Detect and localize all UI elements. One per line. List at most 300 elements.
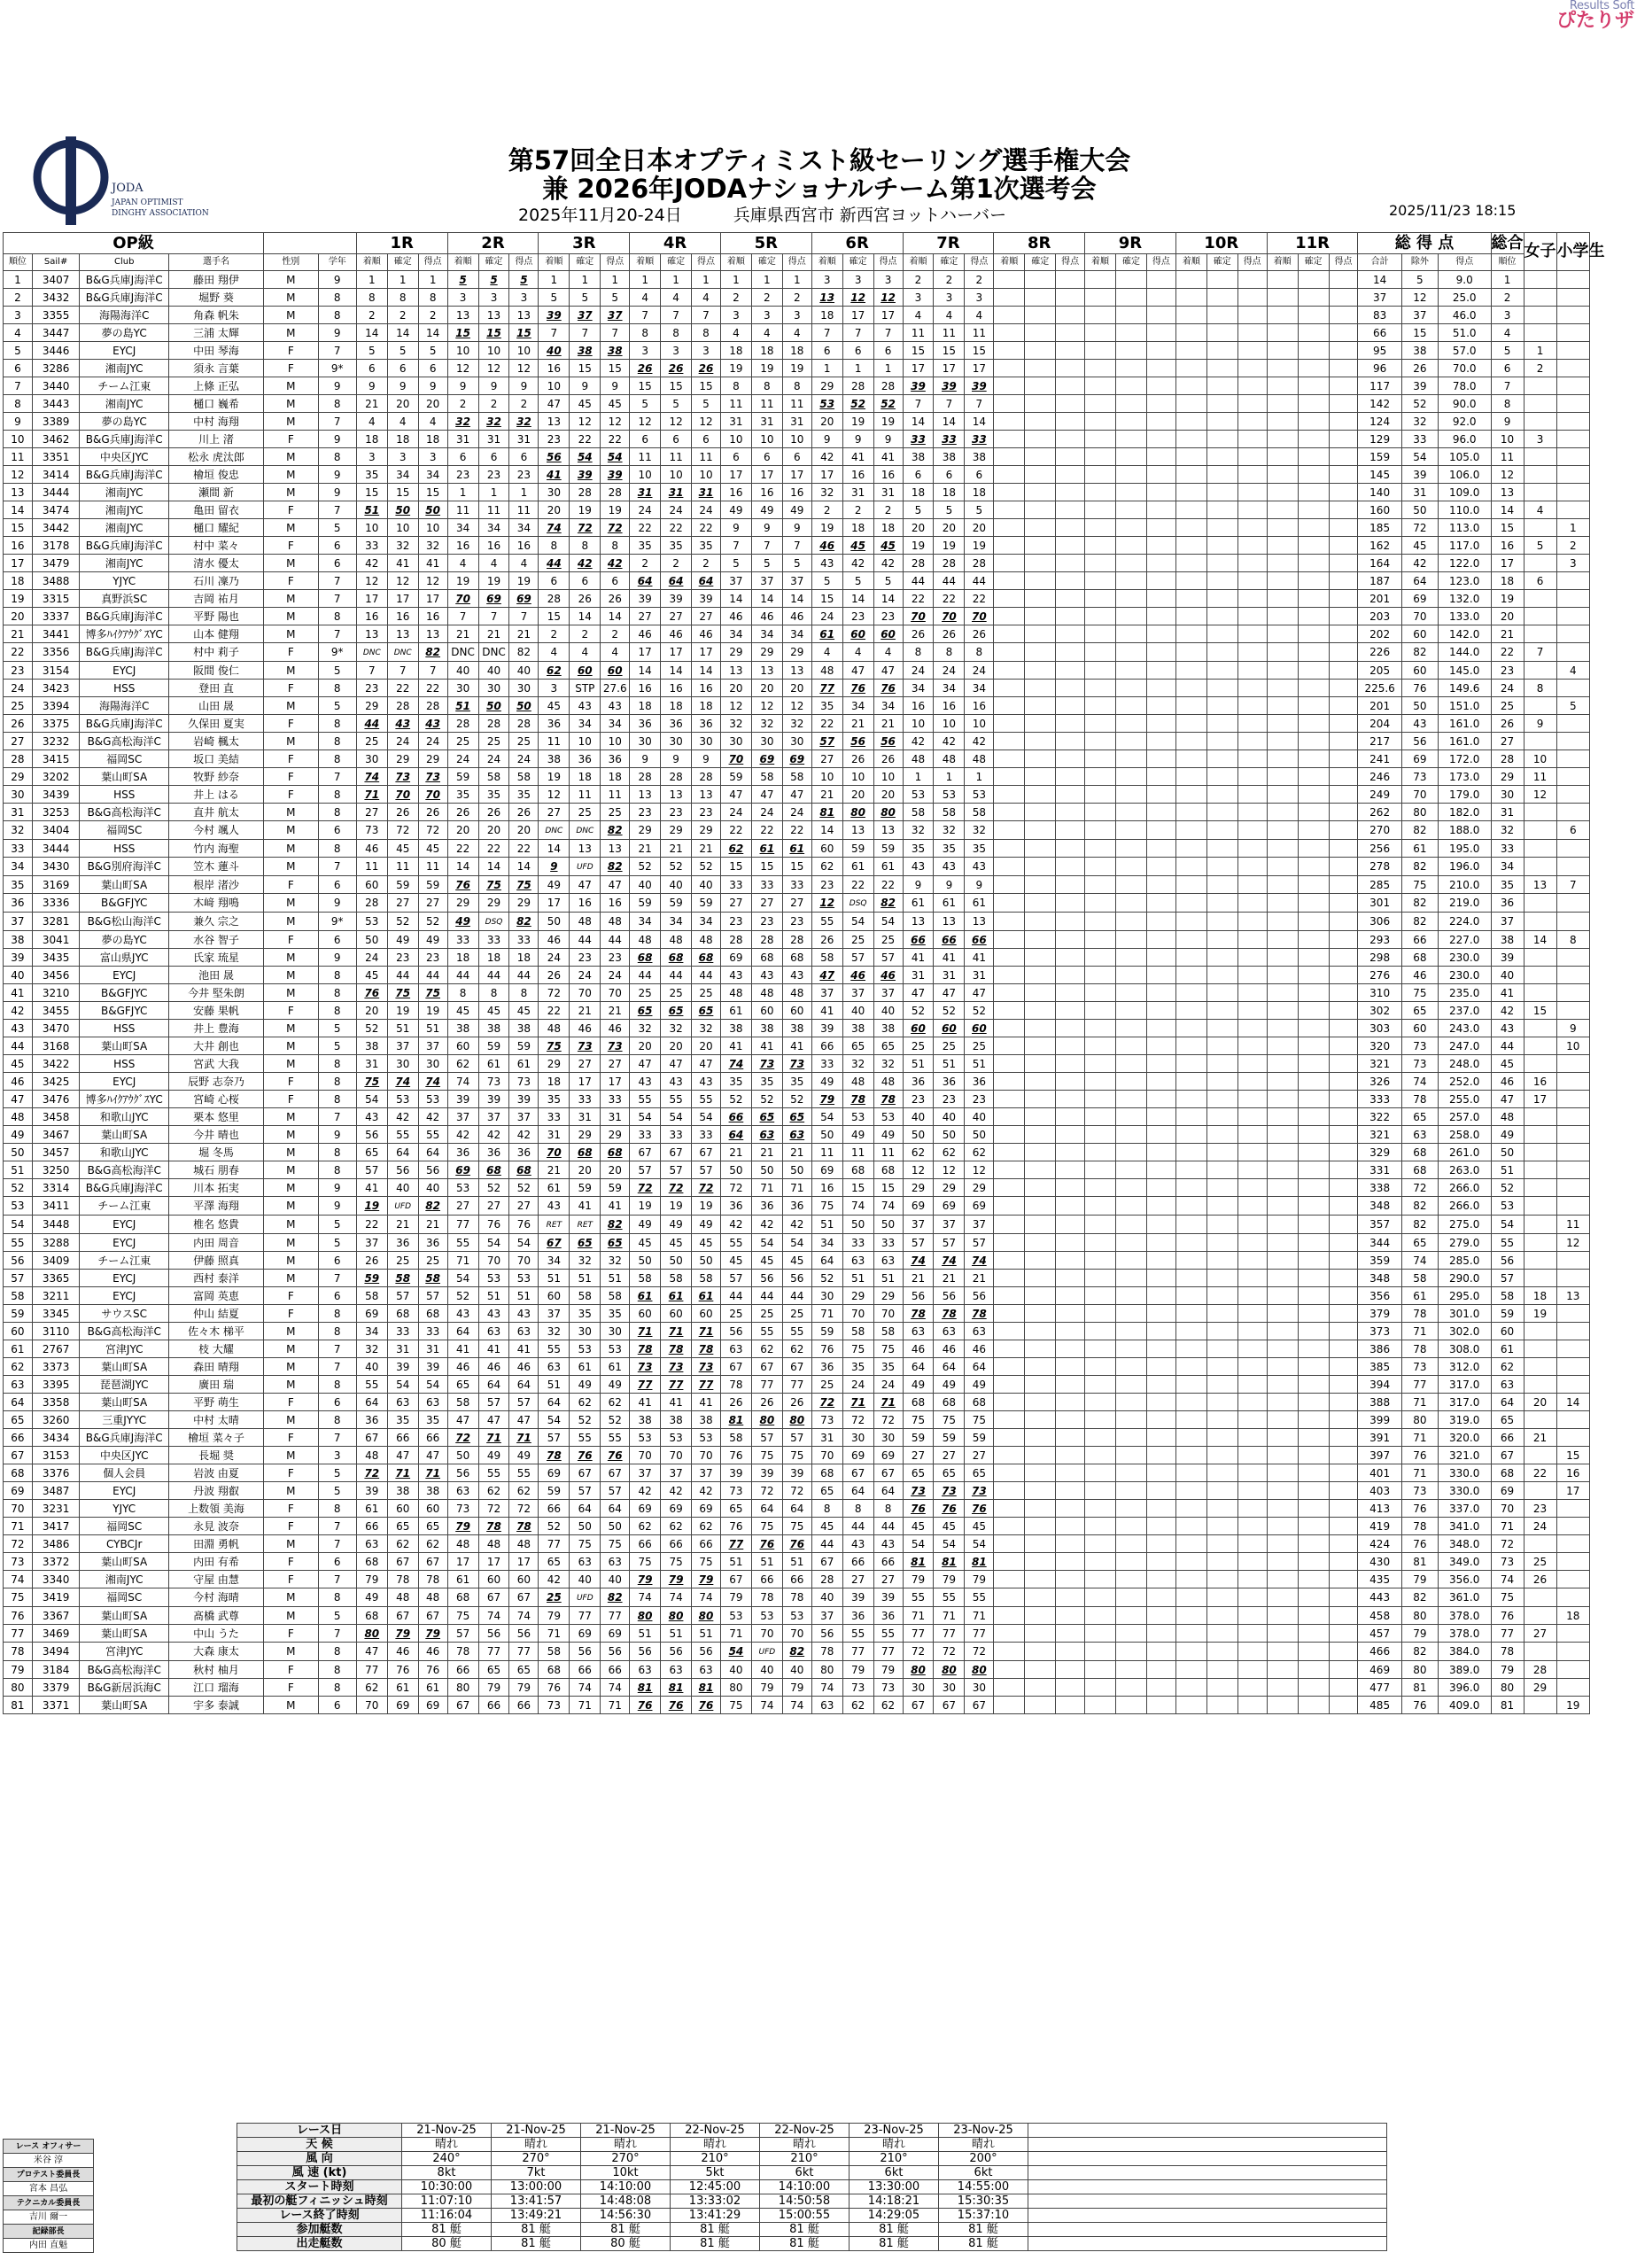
race-value: 6 (793, 450, 801, 463)
race-value: 57 (608, 1484, 622, 1497)
empty-race-cell (1206, 1535, 1237, 1553)
empty-race-cell (1237, 1073, 1267, 1091)
race-cell (539, 858, 570, 876)
girls-rank-cell (1524, 289, 1556, 307)
race-value: 1 (975, 770, 983, 783)
race-value: 60 (911, 1021, 926, 1035)
race-value: 50 (851, 1218, 865, 1231)
race-cell (751, 733, 782, 750)
race-cell (751, 590, 782, 608)
race-value: 2 (672, 556, 679, 570)
overall-rank-cell: 73 (1491, 1553, 1524, 1571)
race-value: 68 (760, 951, 774, 964)
race-value: 50 (972, 1128, 986, 1141)
empty-race-cell (1237, 1376, 1267, 1394)
race-cell (873, 1518, 903, 1535)
race-cell (782, 1340, 811, 1358)
race-value: 23 (578, 951, 592, 964)
race-cell (570, 715, 601, 733)
race-cell (782, 289, 811, 307)
race-value: 62 (516, 1484, 531, 1497)
empty-race-cell (1206, 1376, 1237, 1394)
race-value: 77 (668, 1378, 684, 1391)
empty-race-cell (1146, 289, 1175, 307)
empty-race-cell (1146, 750, 1175, 768)
empty-race-cell (1267, 501, 1298, 519)
race-value: 23 (699, 805, 713, 819)
event-subtitle: 兼 2026年JODAナショナルチーム第1次選考会 (542, 174, 1097, 204)
race-cell (661, 1037, 692, 1055)
empty-race-cell (1206, 466, 1237, 484)
race-cell (661, 715, 692, 733)
points-cell: 161.0 (1438, 733, 1491, 750)
empty-race-cell (1085, 1216, 1116, 1234)
race-value: 67 (608, 1466, 622, 1480)
race-cell (661, 984, 692, 1002)
race-value: 50 (516, 699, 531, 712)
race-cell (782, 876, 811, 894)
race-value: 73 (789, 1057, 805, 1070)
race-cell (720, 413, 751, 431)
race-value: 10 (729, 432, 743, 446)
race-cell (934, 625, 965, 643)
girls-rank-cell (1524, 804, 1556, 821)
race-cell (570, 662, 601, 680)
race-value: 25 (396, 1254, 410, 1267)
rank-cell: 40 (4, 967, 33, 984)
race-cell (661, 324, 692, 342)
race-cell (811, 1287, 842, 1305)
total-cell: 117 (1358, 377, 1401, 395)
race-value: 38 (790, 1021, 804, 1035)
race-cell (720, 786, 751, 804)
race-value: 49 (516, 1449, 531, 1462)
race-cell (601, 625, 630, 643)
race-value: 35 (486, 788, 501, 801)
race-cell (692, 1518, 721, 1535)
race-cell (934, 519, 965, 537)
race-cell (478, 1553, 509, 1571)
race-value: 31 (668, 485, 684, 499)
race-value: 34 (426, 468, 440, 481)
empty-race-cell (1085, 1144, 1116, 1161)
race-cell (965, 555, 994, 572)
race-value: 47 (881, 664, 896, 677)
race-value: 62 (426, 1537, 440, 1550)
name-cell: 内田 有希 (169, 1553, 264, 1571)
grade-cell: 7 (318, 858, 356, 876)
empty-race-cell (1206, 1216, 1237, 1234)
race-value: 13 (516, 308, 531, 322)
race-cell (965, 1394, 994, 1411)
race-cell (570, 413, 601, 431)
race-cell (720, 1161, 751, 1179)
empty-race-cell (1116, 1394, 1147, 1411)
race-cell (751, 876, 782, 894)
race-value: 57 (669, 1163, 683, 1177)
sail-cell: 3365 (32, 1270, 79, 1287)
exclude-cell: 78 (1401, 1091, 1438, 1108)
race-cell (811, 572, 842, 590)
race-value: 63 (426, 1395, 440, 1409)
race-cell (692, 1126, 721, 1144)
empty-race-cell (994, 377, 1025, 395)
race-value: 36 (760, 1200, 774, 1212)
race-cell (782, 1287, 811, 1305)
race-cell (387, 984, 418, 1002)
race-cell (478, 931, 509, 949)
sub-header: 着順 (1175, 254, 1206, 271)
empty-race-cell (1298, 1234, 1329, 1252)
race-value: 3 (429, 450, 437, 463)
exclude-cell: 33 (1401, 431, 1438, 448)
race-value: 68 (911, 1395, 926, 1409)
race-value: 28 (760, 933, 774, 946)
name-cell: 中村 太晴 (169, 1411, 264, 1429)
race-cell (782, 1358, 811, 1376)
empty-race-cell (1237, 1108, 1267, 1126)
race-value: 52 (972, 1004, 986, 1017)
race-cell (751, 501, 782, 519)
race-value: 2 (823, 503, 831, 517)
race-cell (692, 1091, 721, 1108)
race-cell (570, 804, 601, 821)
race-cell (539, 1411, 570, 1429)
race-value: 42 (577, 556, 593, 570)
race-value: 61 (789, 842, 805, 855)
race-cell (447, 984, 478, 1002)
race-cell (934, 949, 965, 967)
race-cell (692, 1340, 721, 1358)
empty-race-cell (1025, 1055, 1056, 1073)
race-value: 51 (455, 699, 470, 712)
race-cell (934, 1482, 965, 1500)
race-value: 22 (729, 824, 743, 836)
race-cell (873, 289, 903, 307)
grade-cell: 8 (318, 1376, 356, 1394)
race-cell (873, 840, 903, 858)
race-cell (782, 1571, 811, 1588)
race-value: 39 (911, 379, 926, 392)
empty-race-cell (1116, 894, 1147, 913)
empty-race-cell (994, 307, 1025, 324)
girls-rank-cell: 10 (1524, 750, 1556, 768)
points-cell: 243.0 (1438, 1020, 1491, 1037)
race-value: 19 (364, 1200, 380, 1212)
race-cell (903, 1447, 934, 1464)
race-cell (447, 307, 478, 324)
race-value: 34 (942, 681, 957, 695)
race-cell (965, 537, 994, 555)
race-cell (356, 1553, 387, 1571)
grade-cell: 7 (318, 1518, 356, 1535)
table-row (4, 377, 1590, 395)
race-cell (934, 643, 965, 662)
rank-cell: 15 (4, 519, 33, 537)
club-cell: 湘南JYC (80, 1571, 169, 1588)
race-header: 11R (1267, 233, 1358, 254)
empty-race-cell (1056, 1376, 1085, 1394)
empty-race-cell (1329, 1197, 1358, 1216)
race-value: 57 (729, 1271, 743, 1285)
race-cell (418, 1553, 447, 1571)
empty-race-cell (1298, 1287, 1329, 1305)
race-cell (811, 1323, 842, 1340)
sub-header: 着順 (903, 254, 934, 271)
girls-rank-cell: 21 (1524, 1429, 1556, 1447)
race-value: 76 (881, 681, 896, 695)
race-cell (692, 1376, 721, 1394)
race-cell (539, 307, 570, 324)
rank-cell: 4 (4, 324, 33, 342)
empty-race-cell (1329, 377, 1358, 395)
empty-race-cell (1146, 768, 1175, 786)
rank-cell: 5 (4, 342, 33, 360)
race-value: 35 (760, 1075, 774, 1088)
race-cell (661, 1429, 692, 1447)
race-cell (570, 572, 601, 590)
race-value: 51 (851, 1271, 865, 1285)
race-value: 72 (455, 1431, 470, 1444)
race-cell (418, 750, 447, 768)
race-value: 67 (729, 1573, 743, 1586)
race-cell (601, 821, 630, 840)
race-cell (661, 1020, 692, 1037)
empty-race-cell (1329, 1216, 1358, 1234)
race-cell (811, 1108, 842, 1126)
table-row (4, 537, 1590, 555)
race-cell (630, 395, 661, 413)
empty-race-cell (1056, 697, 1085, 715)
race-value: 33 (851, 1236, 865, 1249)
empty-race-cell (1329, 625, 1358, 643)
race-cell (661, 572, 692, 590)
race-value: 72 (790, 1484, 804, 1497)
race-value: 33 (669, 1128, 683, 1141)
race-cell (630, 1055, 661, 1073)
race-value: 21 (972, 1271, 986, 1285)
rank-cell: 21 (4, 625, 33, 643)
race-cell (601, 680, 630, 697)
empty-race-cell (1116, 733, 1147, 750)
race-value: 23 (516, 468, 531, 481)
rank-cell: 54 (4, 1216, 33, 1234)
race-cell (630, 858, 661, 876)
empty-race-cell (1298, 608, 1329, 625)
race-value: 4 (641, 291, 648, 304)
race-value: 57 (790, 1431, 804, 1444)
empty-race-cell (1025, 1340, 1056, 1358)
overall-rank-cell: 51 (1491, 1161, 1524, 1179)
sex-cell: M (263, 1144, 318, 1161)
empty-race-cell (1329, 643, 1358, 662)
empty-race-cell (1025, 466, 1056, 484)
points-cell: 57.0 (1438, 342, 1491, 360)
race-value: 19 (608, 503, 622, 517)
race-value: 16 (942, 699, 957, 712)
name-cell: 石川 凜乃 (169, 572, 264, 590)
empty-race-cell (1237, 395, 1267, 413)
race-value: 62 (728, 842, 744, 855)
race-cell (842, 1518, 873, 1535)
race-value: 7 (854, 326, 862, 339)
rank-cell: 63 (4, 1376, 33, 1394)
sex-cell: F (263, 1394, 318, 1411)
table-row (4, 608, 1590, 625)
race-value: 41 (760, 1039, 774, 1052)
race-value: 69 (820, 1163, 834, 1177)
race-cell (630, 821, 661, 840)
empty-race-cell (1329, 1037, 1358, 1055)
overall-rank-cell: 14 (1491, 501, 1524, 519)
race-cell (842, 1287, 873, 1305)
empty-race-cell (1116, 519, 1147, 537)
race-value: 4 (854, 646, 862, 658)
race-value: 17 (516, 1555, 531, 1568)
race-cell (903, 750, 934, 768)
sex-cell: M (263, 858, 318, 876)
empty-race-cell (1025, 289, 1056, 307)
race-cell (447, 1500, 478, 1518)
sail-cell: 3441 (32, 625, 79, 643)
race-value: 24 (455, 752, 470, 765)
race-value: 58 (425, 1271, 440, 1285)
race-cell (356, 1394, 387, 1411)
empty-race-cell (1267, 894, 1298, 913)
club-cell: 博多ﾊｲｸｱｳｸﾞｽYC (80, 625, 169, 643)
overall-rank-cell: 58 (1491, 1287, 1524, 1305)
elem-rank-cell (1556, 431, 1589, 448)
race-value: 73 (455, 1502, 470, 1515)
empty-race-cell (1116, 1535, 1147, 1553)
total-cell: 241 (1358, 750, 1401, 768)
empty-race-cell (1146, 643, 1175, 662)
empty-race-cell (1298, 448, 1329, 466)
elem-rank-cell (1556, 967, 1589, 984)
exclude-cell: 82 (1401, 1216, 1438, 1234)
race-value: 54 (699, 1110, 713, 1123)
empty-race-cell (1329, 967, 1358, 984)
race-cell (842, 555, 873, 572)
race-cell (720, 377, 751, 395)
empty-race-cell (1025, 271, 1056, 289)
race-value: 70 (486, 1254, 501, 1267)
race-value: 41 (881, 450, 896, 463)
race-cell (539, 1305, 570, 1323)
race-cell (661, 342, 692, 360)
race-cell (356, 1340, 387, 1358)
race-value: 26 (729, 1395, 743, 1409)
girls-rank-cell (1524, 1270, 1556, 1287)
empty-race-cell (1116, 324, 1147, 342)
race-value: 2 (520, 397, 528, 410)
race-value: 26 (637, 361, 653, 375)
empty-race-cell (1175, 1411, 1206, 1429)
empty-race-cell (1298, 360, 1329, 377)
race-cell (570, 1394, 601, 1411)
race-cell (661, 876, 692, 894)
race-value: 12 (547, 788, 561, 801)
race-cell (720, 1091, 751, 1108)
empty-race-cell (1329, 821, 1358, 840)
race-value: 24 (669, 503, 683, 517)
race-cell (873, 1055, 903, 1073)
race-cell (873, 733, 903, 750)
race-cell (356, 1037, 387, 1055)
sex-cell: M (263, 625, 318, 643)
race-cell (720, 590, 751, 608)
table-row (4, 1073, 1590, 1091)
empty-race-cell (1267, 1323, 1298, 1340)
race-value: 9 (884, 432, 892, 446)
race-cell (570, 1571, 601, 1588)
race-value: 30 (699, 734, 713, 748)
race-cell (539, 643, 570, 662)
race-cell (447, 733, 478, 750)
race-cell (934, 1500, 965, 1518)
race-value: 46 (699, 627, 713, 641)
empty-race-cell (1146, 967, 1175, 984)
race-cell (934, 1073, 965, 1091)
race-cell (418, 733, 447, 750)
exclude-cell: 58 (1401, 1270, 1438, 1287)
sail-cell: 3250 (32, 1161, 79, 1179)
race-cell (661, 894, 692, 913)
sail-cell: 3315 (32, 590, 79, 608)
race-value: 17 (578, 1075, 592, 1088)
race-value: 2 (429, 308, 437, 322)
club-cell: 葉山町SA (80, 1553, 169, 1571)
race-value: 10 (608, 734, 622, 748)
total-cell: 205 (1358, 662, 1401, 680)
empty-race-cell (1175, 324, 1206, 342)
race-cell (387, 1216, 418, 1234)
race-cell (903, 786, 934, 804)
race-cell (630, 572, 661, 590)
table-row (4, 431, 1590, 448)
race-value: 31 (426, 1342, 440, 1355)
empty-race-cell (1025, 324, 1056, 342)
race-value: 76 (729, 1449, 743, 1462)
empty-race-cell (1056, 967, 1085, 984)
overall-rank-cell: 45 (1491, 1055, 1524, 1073)
empty-race-cell (1298, 1500, 1329, 1518)
empty-race-cell (1267, 1216, 1298, 1234)
race-value: 5 (733, 556, 740, 570)
race-cell (387, 715, 418, 733)
empty-race-cell (1085, 1161, 1116, 1179)
race-value: 19 (396, 1004, 410, 1017)
race-value: 8 (793, 379, 801, 392)
total-cell: 249 (1358, 786, 1401, 804)
empty-race-cell (994, 750, 1025, 768)
race-value: 36 (578, 752, 592, 765)
race-cell (934, 1394, 965, 1411)
race-value: 72 (426, 824, 440, 836)
race-cell (751, 858, 782, 876)
race-value: 1 (611, 273, 619, 286)
empty-race-cell (1267, 1447, 1298, 1464)
race-cell (570, 501, 601, 519)
race-cell (539, 1482, 570, 1500)
empty-race-cell (1298, 1020, 1329, 1037)
race-value: 29 (547, 1057, 561, 1070)
race-value: 27 (760, 897, 774, 909)
race-cell (601, 804, 630, 821)
race-value: 66 (911, 933, 926, 946)
race-cell (692, 984, 721, 1002)
race-value: 3 (672, 344, 679, 357)
